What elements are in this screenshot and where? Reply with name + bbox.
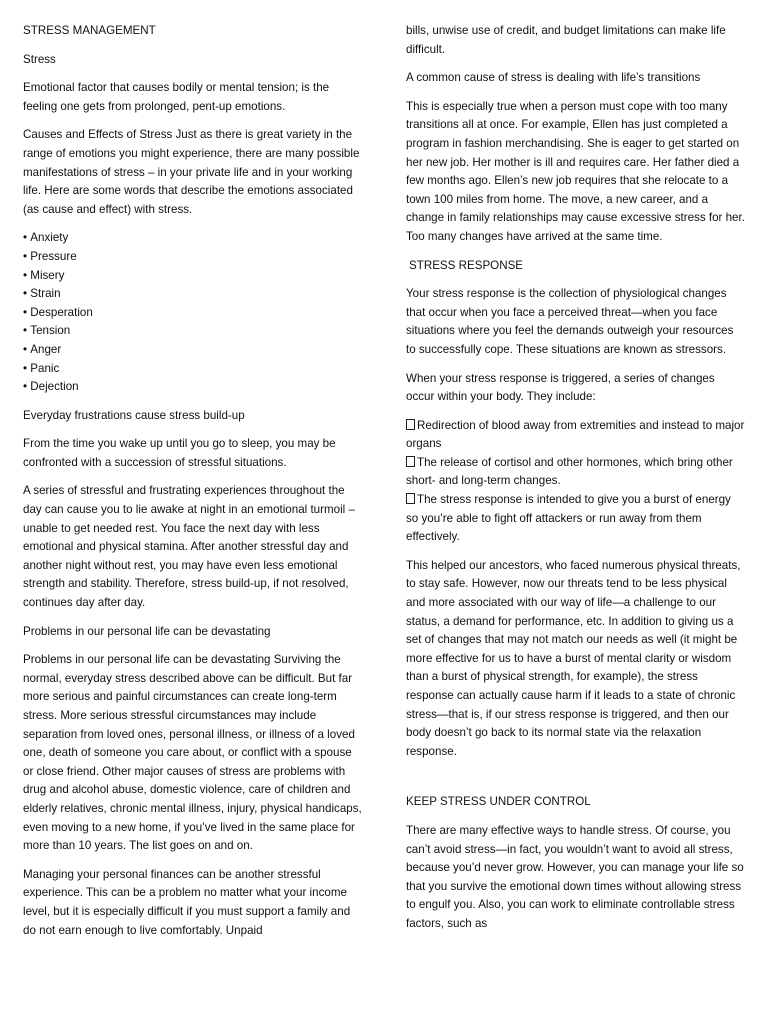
list-item: The stress response is intended to give you a burst of energy so you’re able to fight off attackers or run away from them effectively. [406,493,731,544]
control-paragraph: There are many effective ways to handle stress. Of course, you can’t avoid stress—in fact, you wouldn’t want to avoid all stress, because you’d never grow. However, you can manage your life so that you survive the emotional down times without allowing stress to engulf you. Also, you can work to eliminate controllable stress factors, such as [406,823,744,930]
list-item: The release of cortisol and other hormones, which bring other short- and long-term changes. [406,455,733,488]
series-paragraph: A series of stressful and frustrating experiences throughout the day can cause you to lie awake at night in an emotional turmoil – unable to get needed rest. You face the next day with less emotional and physical stamina. After another stressful day and another night without rest, you may have even less emotional strength and stability. Therefore, stress build-up, if not resolved, continues day after day. [23,484,355,610]
box-bullet-icon [406,419,415,430]
stress-response-heading: STRESS RESPONSE [409,258,524,272]
list-item: • Anger [23,341,363,360]
list-item: • Misery [23,267,363,286]
list-item: Redirection of blood away from extremities and instead to major organs [406,418,745,451]
keep-control-heading: KEEP STRESS UNDER CONTROL [406,795,591,809]
changes-list [406,417,746,547]
ancestors-paragraph: This helped our ancestors, who faced numerous physical threats, to stay safe. However, now our threats tend to be less physical and more associated with our way of life—a challenge to our status, a demand for performance, etc. In addition to giving us a set of changes that may not match our needs as well (it might be more effective for us to have a burst of mental clarity or wisdom than a burst of physical strength, for example), the stress response can actually cause harm if it leads to a state of chronic stress—that is, if our stress response is triggered, and then our body doesn’t go back to its normal state via the relaxation response. [406,558,741,758]
box-bullet-icon [406,456,415,467]
list-item: • Strain [23,285,363,304]
ellen-paragraph: This is especially true when a person must cope with too many transitions all at once. For example, Ellen has just completed a program in fashion merchandising. She is eager to get started on her new job. Her mother is ill and requires care. Her father died a few months ago. Ellen’s new job requires that she relocate to a town 100 miles from home. The move, a new career, and a change in family relationships may cause excessive stress for her. Too many changes have arrived at the same time. [406,99,745,243]
list-item: • Anxiety [23,229,363,248]
list-item: • Pressure [23,248,363,267]
problems-heading: Problems in our personal life can be devastating [23,624,271,638]
transitions-heading: A common cause of stress is dealing with life’s transitions [406,71,701,85]
document-title: STRESS MANAGEMENT [23,24,156,37]
wake-paragraph: From the time you wake up until you go to sleep, you may be confronted with a succession of stressful situations. [23,437,336,469]
right-column [406,22,746,944]
box-bullet-icon [406,493,415,504]
problems-paragraph: Problems in our personal life can be devastating Surviving the normal, everyday stress described above can be difficult. But far more serious and painful circumstances can create long-term stress. More serious stressful circumstances may include separation from loved ones, personal illness, or illness of a loved one, death of someone you care about, or conflict with a spouse or close friend. Other major causes of stress are problems with drug and alcohol abuse, domestic violence, care of children and elderly relatives, chronic mental illness, injury, physical handicaps, even moving to a new home, if you’ve lived in the same place for more than 10 years. The list goes on and on. [23,653,362,853]
bills-paragraph: bills, unwise use of credit, and budget limitations can make life difficult. [406,24,726,56]
causes-paragraph: Causes and Effects of Stress Just as there is great variety in the range of emotions you might experience, there are many possible manifestations of stress – in your private life and in your working life. Here are some words that describe the emotions associated (as cause and effect) with stress. [23,128,360,216]
list-item: • Desperation [23,304,363,323]
triggered-paragraph: When your stress response is triggered, a series of changes occur within your body. They include: [406,371,715,404]
list-item: • Dejection [23,378,363,397]
left-column [23,22,363,950]
everyday-heading: Everyday frustrations cause stress build-up [23,408,245,422]
stress-definition: Emotional factor that causes bodily or mental tension; is the feeling one gets from prolonged, pent-up emotions. [23,81,330,113]
response-paragraph: Your stress response is the collection of physiological changes that occur when you face a perceived threat—when you face situations where you feel the demands outweigh your resources to successfully cope. These situations are known as stressors. [406,287,734,356]
list-item: • Tension [23,322,363,341]
emotions-list [23,229,363,396]
finances-paragraph: Managing your personal finances can be another stressful experience. This can be a problem no matter what your income level, but it is especially difficult if you must support a family and do not earn enough to live comfortably. Unpaid [23,867,351,937]
stress-heading: Stress [23,52,56,66]
list-item: • Panic [23,360,363,379]
